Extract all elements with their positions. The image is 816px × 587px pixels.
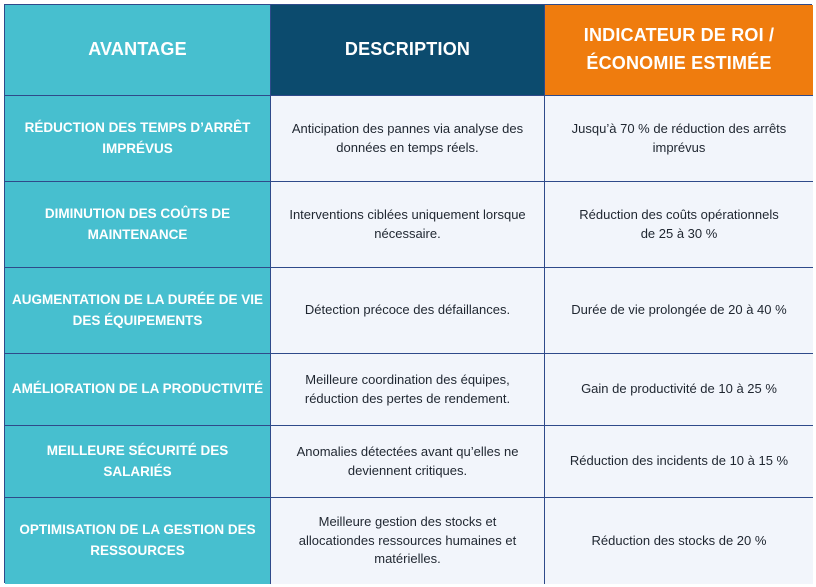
row-5-description-text: Anomalies détectées avant qu’elles ne deviennent critiques. — [296, 443, 519, 478]
row-2-roi — [545, 182, 813, 268]
row-5-advantage-text: MEILLEURE SÉCURITÉ DES SALARIÉS — [46, 442, 229, 479]
header-description — [271, 5, 545, 96]
row-3-roi-text: Durée de vie prolongée de 20 à 40 % — [571, 302, 787, 318]
row-5-description — [271, 426, 545, 498]
row-1-advantage — [5, 96, 271, 182]
row-5-advantage — [5, 426, 271, 498]
row-4-description — [271, 354, 545, 426]
header-advantage — [5, 5, 271, 96]
row-2-description-text: Interventions ciblées uniquement lorsque nécessaire. — [289, 206, 526, 241]
row-4-advantage-text: AMÉLIORATION DE LA PRODUCTIVITÉ — [11, 381, 264, 397]
row-3-roi — [545, 268, 813, 354]
header-roi-label: INDICATEUR DE ROI / ÉCONOMIE ESTIMÉE — [583, 25, 775, 73]
row-3-advantage-text: AUGMENTATION DE LA DURÉE DE VIE DES ÉQUIPEMENTS — [11, 291, 263, 328]
row-2-roi-text: Réduction des coûts opérationnels de 25 à 30 % — [579, 206, 779, 241]
row-1-roi — [545, 96, 813, 182]
header-description-label: DESCRIPTION — [344, 39, 471, 60]
row-1-description-text: Anticipation des pannes via analyse des données en temps réels. — [291, 120, 524, 155]
row-5-roi — [545, 426, 813, 498]
row-3-description — [271, 268, 545, 354]
header-roi — [545, 5, 813, 96]
roi-table — [4, 4, 812, 583]
row-6-description-text: Meilleure gestion des stocks et allocationdes ressources humaines et matérielles. — [298, 513, 517, 567]
row-6-description — [271, 498, 545, 584]
row-4-roi-text: Gain de productivité de 10 à 25 % — [581, 381, 777, 397]
row-1-roi-text: Jusqu’à 70 % de réduction des arrêts imprévus — [571, 120, 787, 155]
row-2-advantage — [5, 182, 271, 268]
row-5-roi-text: Réduction des incidents de 10 à 15 % — [569, 453, 789, 469]
row-6-advantage — [5, 498, 271, 584]
row-3-description-text: Détection précoce des défaillances. — [304, 302, 511, 318]
row-4-roi — [545, 354, 813, 426]
row-4-advantage — [5, 354, 271, 426]
row-2-description — [271, 182, 545, 268]
row-4-description-text: Meilleure coordination des équipes, réduction des pertes de rendement. — [304, 371, 511, 406]
row-6-roi — [545, 498, 813, 584]
row-1-description — [271, 96, 545, 182]
row-6-advantage-text: OPTIMISATION DE LA GESTION DES RESSOURCES — [19, 522, 256, 558]
header-advantage-label: AVANTAGE — [88, 39, 187, 60]
row-2-advantage-text: DIMINUTION DES COÛTS DE MAINTENANCE — [44, 205, 231, 242]
row-6-roi-text: Réduction des stocks de 20 % — [591, 532, 767, 548]
row-1-advantage-text: RÉDUCTION DES TEMPS D’ARRÊT IMPRÉVUS — [24, 119, 251, 156]
row-3-advantage — [5, 268, 271, 354]
